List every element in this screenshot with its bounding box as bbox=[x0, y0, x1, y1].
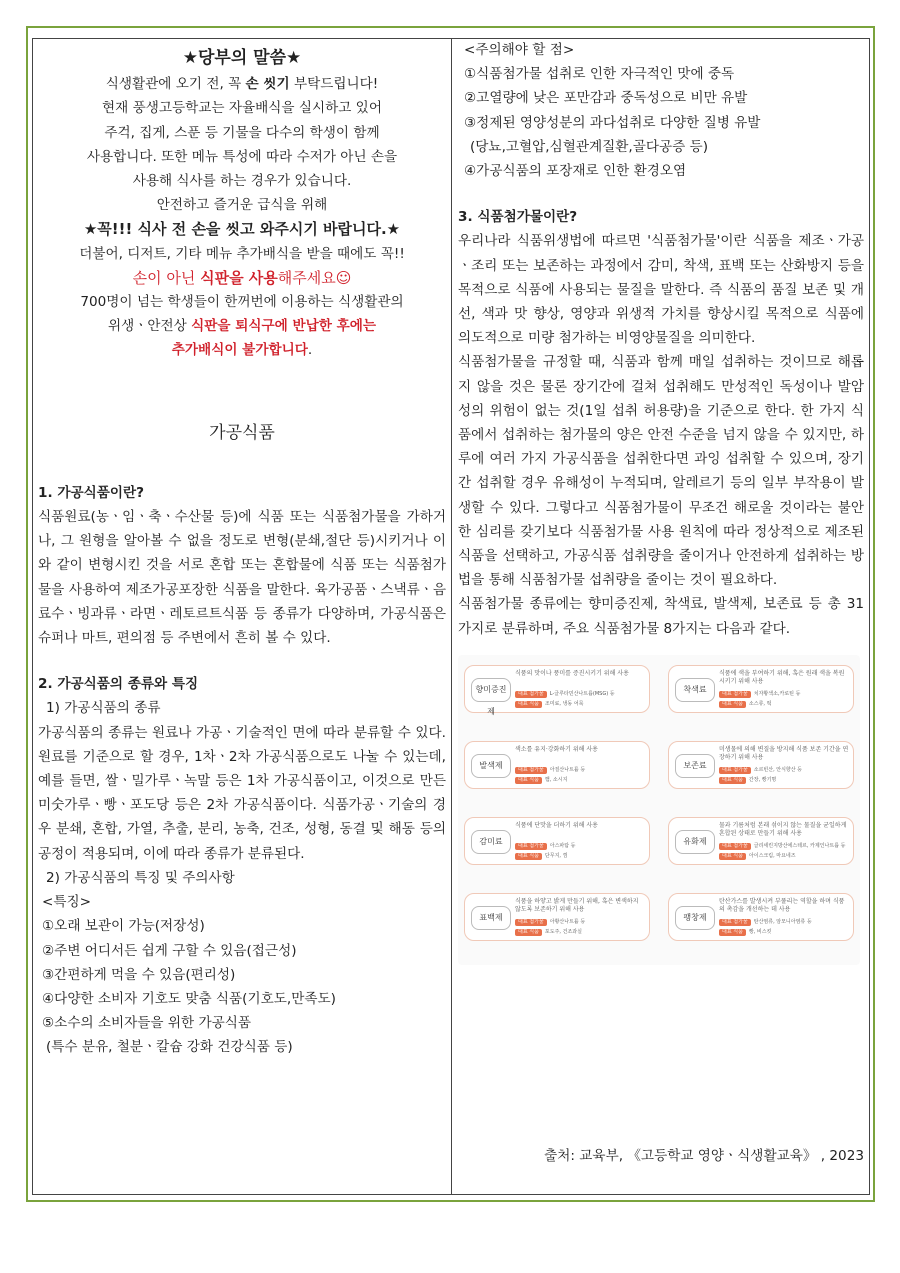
food-chip: 대표 식품 bbox=[719, 777, 746, 784]
food-chip: 대표 식품 bbox=[515, 853, 542, 860]
caution-item: (당뇨,고혈압,심혈관계질환,골다공증 등) bbox=[470, 138, 708, 155]
additive-name: 향미증진제 bbox=[471, 678, 511, 702]
additive-chip: 대표 첨가물 bbox=[515, 767, 547, 774]
additive-example: 치자황색소,카로틴 등 bbox=[753, 690, 801, 697]
notice-line: 식생활관에 오기 전, 꼭 손 씻기 부탁드립니다! bbox=[105, 76, 379, 93]
additive-card bbox=[668, 665, 854, 713]
additive-example: 글리세린지방산에스테르, 카제인나트륨 등 bbox=[753, 842, 846, 849]
s2-sub1-body: 가공식품의 종류는 원료나 가공ㆍ기술적인 면에 따라 분류할 수 있다. 원료를 기준으로 할 경우, 1차ㆍ2차 가공식품으로도 나눌 수 있는데, 예를 들면, 쌀ㆍ밀가루ㆍ녹말 등은 1차 가공식품이고, 이것으로 만든 미숫가루ㆍ빵ㆍ포도당 등은 2차 가공식품이다. 식품가공ㆍ기술의 경우 분쇄, 혼합, 가열, 추출, 분리, 농축, 건조, 성형, 동결 및 해동 등의 공정이 적용되며, 이에 따라 종류가 분류된다. bbox=[38, 724, 446, 862]
s3-heading: 3. 식품첨가물이란? bbox=[458, 209, 578, 226]
food-chip: 대표 식품 bbox=[719, 853, 746, 860]
notice-box bbox=[38, 46, 446, 363]
features-list bbox=[38, 914, 446, 1059]
section-title: 가공식품 bbox=[209, 422, 275, 443]
food-chip: 대표 식품 bbox=[719, 701, 746, 708]
s1-body: 식품원료(농ㆍ임ㆍ축ㆍ수산물 등)에 식품 또는 식품첨가물을 가하거나, 그 원형을 알아볼 수 없을 정도로 변형(분쇄,절단 등)시키거나 이와 같이 변형시킨 것을 서로 혼합 또는 혼합물에 식품 또는 식품첨가물을 사용하여 제조가공포장한 식품을 말한다. 육가공품ㆍ스낵류ㆍ음료수ㆍ빙과류ㆍ라면ㆍ레토르트식품 등 종류가 다양하며, 가공식품은 슈퍼나 마트, 편의점 등 주변에서 흔히 볼 수 있다. bbox=[38, 509, 446, 647]
additive-card bbox=[464, 665, 650, 716]
food-example: 햄, 소시지 bbox=[544, 776, 568, 783]
caution-item: ①식품첨가물 섭취로 인한 자극적인 맛에 중독 bbox=[464, 66, 735, 83]
notice-title: ★당부의 말씀★ bbox=[182, 48, 302, 68]
additive-example: 아질산나트륨 등 bbox=[549, 766, 586, 773]
cautions-list bbox=[458, 62, 864, 183]
additive-chip: 대표 첨가물 bbox=[719, 691, 751, 698]
feature-item: ③간편하게 먹을 수 있음(편리성) bbox=[42, 966, 236, 983]
s2-heading: 2. 가공식품의 종류와 특징 bbox=[38, 676, 199, 693]
additive-desc: 색소를 유지·강화하기 위해 사용 bbox=[515, 745, 598, 753]
notice-line: 더불어, 디저트, 기타 메뉴 추가배식을 받을 때에도 꼭!! bbox=[79, 245, 405, 262]
notice-line: 주걱, 집게, 스푼 등 기물을 다수의 학생이 함께 bbox=[104, 124, 380, 141]
additive-chip: 대표 첨가물 bbox=[719, 767, 751, 774]
caution-item: ④가공식품의 포장재로 인한 환경오염 bbox=[464, 163, 687, 180]
food-example: 아이스크림, 마요네즈 bbox=[748, 852, 796, 859]
additive-name: 팽창제 bbox=[675, 906, 715, 930]
additive-desc: 미생물에 의해 변질을 방지해 식품 보존 기간을 연장하기 위해 사용 bbox=[719, 745, 849, 761]
food-chip: 대표 식품 bbox=[719, 929, 746, 936]
notice-line: 추가배식이 불가합니다. bbox=[171, 342, 313, 359]
column-divider bbox=[451, 38, 452, 1195]
notice-line: 사용합니다. 또한 메뉴 특성에 따라 수저가 아닌 손을 bbox=[86, 148, 398, 165]
additive-name: 착색료 bbox=[675, 678, 715, 702]
additive-example: 탄산염류, 암모니아염류 등 bbox=[753, 918, 812, 925]
source-citation: 출처: 교육부, 《고등학교 영양ㆍ식생활교육》 , 2023 bbox=[544, 1148, 864, 1164]
additive-chip: 대표 첨가물 bbox=[515, 843, 547, 850]
additive-chip: 대표 첨가물 bbox=[719, 843, 751, 850]
notice-line: 위생ㆍ안전상 식판을 퇴식구에 반납한 후에는 bbox=[107, 318, 377, 335]
food-chip: 대표 식품 bbox=[515, 701, 542, 708]
caution-item: ③정제된 영양성분의 과다섭취로 다양한 질병 유발 bbox=[464, 114, 761, 131]
notice-red-line: 손이 아닌 식판을 사용해주세요☺ bbox=[132, 268, 352, 287]
additive-example: 아스파탐 등 bbox=[549, 842, 576, 849]
food-example: 포도주, 건조과실 bbox=[544, 928, 582, 935]
food-chip: 대표 식품 bbox=[515, 929, 542, 936]
s3-p3: 식품첨가물 종류에는 향미증진제, 착색료, 발색제, 보존료 등 총 31가지로 분류하며, 주요 식품첨가물 8가지는 다음과 같다. bbox=[458, 596, 864, 637]
right-column bbox=[458, 42, 864, 965]
additive-example: 소르빈산, 안식향산 등 bbox=[753, 766, 802, 773]
notice-line: 700명이 넘는 학생들이 한꺼번에 이용하는 식생활관의 bbox=[80, 294, 404, 311]
additive-chip: 대표 첨가물 bbox=[719, 919, 751, 926]
feature-item: ①오래 보관이 가능(저장성) bbox=[42, 918, 205, 935]
additive-desc: 물과 기름처럼 본래 섞이지 않는 물질을 균일하게 혼합된 상태로 만들기 위해 사용 bbox=[719, 821, 847, 837]
additive-desc: 식품을 하얗고 밝게 만들기 위해, 혹은 변색하지 않도록 보존하기 위해 사용 bbox=[515, 897, 639, 913]
additive-card bbox=[464, 893, 650, 941]
feature-item: ⑤소수의 소비자들을 위한 가공식품 bbox=[42, 1015, 251, 1032]
s3-p2: 식품첨가물을 규정할 때, 식품과 함께 매일 섭취하는 것이므로 해롭지 않을 것은 물론 장기간에 걸쳐 섭취해도 만성적인 독성이나 발암성의 위험이 없는 것(1일 섭취 허용량)을 기준으로 한다. 한 가지 식품에서 섭취하는 첨가물의 양은 안전 수준을 넘지 않을 수 있지만, 하루에 여러 가지 가공식품을 섭취한다면 과잉 섭취할 수 있으며, 장기간 섭취할 경우 유해성이 누적되며, 알레르기 등의 일부 부작용이 발생할 수 있다. 그렇다고 식품첨가물이 무조건 해로울 것이라는 불안한 심리를 갖기보다 식품첨가물 사용 원칙에 따라 정상적으로 제조된 식품을 선택하고, 가공식품 섭취량을 줄이거나 안전하게 섭취하는 방법을 통해 식품첨가물 섭취량을 줄이는 것이 필요하다. bbox=[458, 354, 864, 589]
additive-card bbox=[668, 817, 854, 865]
food-example: 단무지, 껌 bbox=[544, 852, 568, 859]
food-example: 빵, 비스킷 bbox=[748, 928, 772, 935]
feature-item: ②주변 어디서든 쉽게 구할 수 있음(접근성) bbox=[42, 942, 297, 959]
s1-heading: 1. 가공식품이란? bbox=[38, 484, 145, 501]
additive-card bbox=[464, 817, 650, 865]
left-column bbox=[38, 46, 446, 1060]
notice-emphasis: ★꼭!!! 식사 전 손을 씻고 와주시기 바랍니다.★ bbox=[83, 220, 401, 239]
caution-item: ②고열량에 낮은 포만감과 중독성으로 비만 유발 bbox=[464, 90, 748, 107]
additive-desc: 탄산가스를 발생시켜 부풀리는 역할을 하며 식품의 촉감을 개선하는 데 사용 bbox=[719, 897, 845, 913]
additives-infographic bbox=[458, 655, 860, 965]
food-example: 소스류, 떡 bbox=[748, 700, 772, 707]
additive-card bbox=[668, 741, 854, 789]
food-example: 조미료, 냉동 어묵 bbox=[544, 700, 584, 707]
food-example: 간장, 빵기명 bbox=[748, 776, 777, 783]
additive-example: L-글루타민산나트륨(MSG) 등 bbox=[549, 690, 615, 697]
additive-name: 감미료 bbox=[471, 830, 511, 854]
food-chip: 대표 식품 bbox=[515, 777, 542, 784]
additive-name: 보존료 bbox=[675, 754, 715, 778]
additive-desc: 식품에 단맛을 더하기 위해 사용 bbox=[515, 821, 598, 829]
additive-example: 아황산나트륨 등 bbox=[549, 918, 586, 925]
s2-sub2: 2) 가공식품의 특징 및 주의사항 bbox=[46, 869, 235, 886]
notice-line: 현재 풍생고등학교는 자율배식을 실시하고 있어 bbox=[102, 100, 382, 117]
additive-desc: 식품에 색을 부여하기 위해, 혹은 원래 색을 복원시키기 위해 사용 bbox=[719, 669, 845, 685]
additive-chip: 대표 첨가물 bbox=[515, 919, 547, 926]
additive-name: 발색제 bbox=[471, 754, 511, 778]
additive-name: 유화제 bbox=[675, 830, 715, 854]
notice-line: 안전하고 즐거운 급식을 위해 bbox=[156, 197, 328, 214]
additive-chip: 대표 첨가물 bbox=[515, 691, 547, 698]
feature-item: (특수 분유, 철분ㆍ칼슘 강화 건강식품 등) bbox=[46, 1039, 293, 1056]
features-label: <특징> bbox=[42, 894, 92, 911]
s3-p1: 우리나라 식품위생법에 따르면 '식품첨가물'이란 식품을 제조ㆍ가공ㆍ조리 또는 보존하는 과정에서 감미, 착색, 표백 또는 산화방지 등을 목적으로 식품에 사용되는 물질을 말한다. 즉 식품의 품질 보존 및 개선, 색과 맛 향상, 영양과 위생적 가치를 향상시킬 목적으로 식품에 의도적으로 미량 첨가하는 비영양물질을 의미한다. bbox=[458, 233, 864, 347]
cautions-label: <주의해야 할 점> bbox=[464, 42, 575, 58]
s2-sub1: 1) 가공식품의 종류 bbox=[46, 700, 161, 717]
additive-card bbox=[668, 893, 854, 941]
additive-card bbox=[464, 741, 650, 789]
feature-item: ④다양한 소비자 기호도 맞춤 식품(기호도,만족도) bbox=[42, 990, 336, 1007]
additive-desc: 식품의 맛이나 풍미를 증진시키기 위해 사용 bbox=[515, 669, 629, 677]
additive-name: 표백제 bbox=[471, 906, 511, 930]
notice-line: 사용해 식사를 하는 경우가 있습니다. bbox=[132, 173, 352, 190]
